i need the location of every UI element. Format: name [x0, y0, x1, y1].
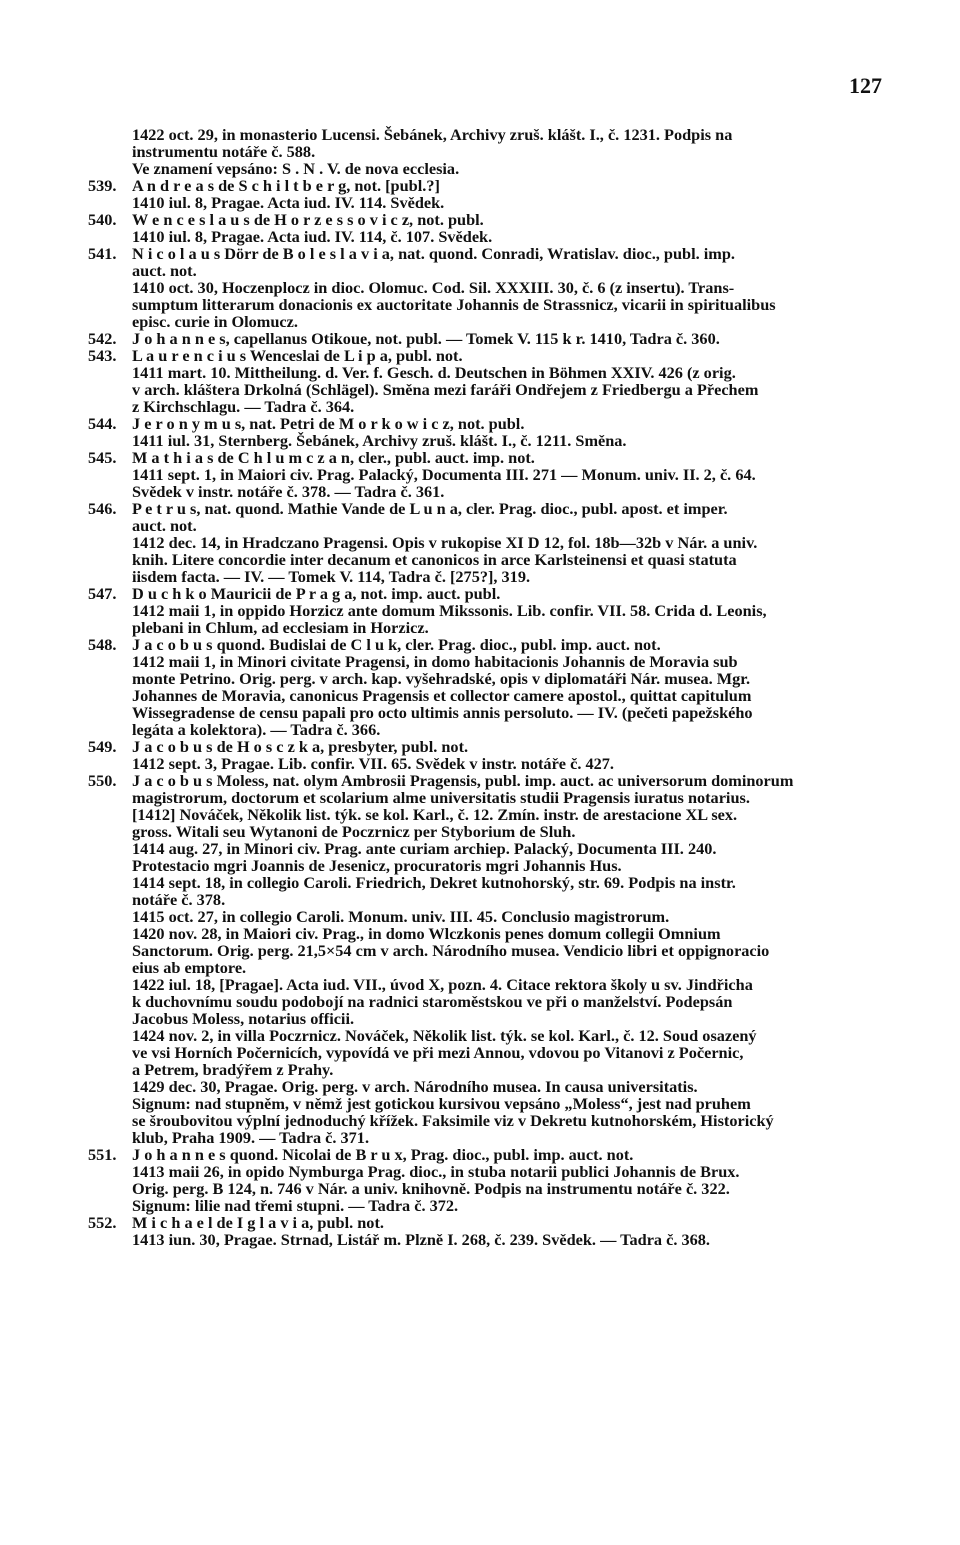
record-line: [104, 670, 890, 687]
record-line: [104, 364, 890, 381]
record-line: [104, 925, 890, 942]
record-line: [88, 448, 890, 467]
record-line-text: 1410 oct. 30, Hoczenplocz in dioc. Olomuc. Cod. Sil. XXXIII. 30, č. 6 (z insertu). Trans-: [132, 278, 735, 297]
record-line-text: M i c h a e l de I g l a v i a, publ. not.: [132, 1213, 384, 1232]
record-line-text: k duchovnímu soudu podobojí na radnici staroměstskou ve při o manželství. Podepsán: [132, 992, 733, 1011]
record-line: [104, 1044, 890, 1061]
record-line: [104, 1197, 890, 1214]
record-line-text: Sanctorum. Orig. perg. 21,5×54 cm v arch. Národního musea. Vendicio libri et oppignoracio: [132, 941, 770, 960]
record-line: [104, 1129, 890, 1146]
record-line-text: instrumentu notáře č. 588.: [132, 142, 316, 161]
record-line: [104, 959, 890, 976]
record-number: 547.: [88, 584, 117, 603]
record-line: [104, 313, 890, 330]
record-line: [104, 517, 890, 534]
record-line: [104, 891, 890, 908]
record-line: [104, 228, 890, 245]
record-line: [104, 1061, 890, 1078]
record-number: 544.: [88, 414, 117, 433]
record-line: [104, 653, 890, 670]
record-line-text: iisdem facta. — IV. — Tomek V. 114, Tadra č. [275?], 319.: [132, 567, 531, 586]
record-line-text: 1422 iul. 18, [Pragae]. Acta iud. VII., úvod X, pozn. 4. Citace rektora školy u sv. Jindřicha: [132, 975, 753, 994]
record-entry: [88, 1213, 890, 1249]
record-line-text: J o h a n n e s quond. Nicolai de B r u x, Prag. dioc., publ. imp. auct. not.: [132, 1145, 634, 1164]
record-line-text: klub, Praha 1909. — Tadra č. 371.: [132, 1128, 370, 1147]
record-line-text: Jacobus Moless, notarius officii.: [132, 1009, 355, 1028]
record-number: 546.: [88, 499, 117, 518]
record-line: [88, 414, 890, 433]
record-line: [104, 1095, 890, 1112]
record-line: [104, 143, 890, 160]
record-line-text: auct. not.: [132, 516, 197, 535]
record-line: [104, 568, 890, 585]
record-line-text: v arch. kláštera Drkolná (Schlägel). Směna mezi faráři Ondřejem z Friedbergu a Přechem: [132, 380, 759, 399]
record-line-text: gross. Witali seu Wytanoni de Poczrnicz per Styborium de Sluh.: [132, 822, 576, 841]
record-line-text: 1413 iun. 30, Pragae. Strnad, Listář m. Plzně I. 268, č. 239. Svědek. — Tadra č. 368.: [132, 1230, 710, 1249]
record-line-text: L a u r e n c i u s Wenceslai de L i p a, publ. not.: [132, 346, 463, 365]
record-line-text: legáta a kolektora). — Tadra č. 366.: [132, 720, 381, 739]
record-entry: [88, 414, 890, 450]
record-entry: [88, 584, 890, 637]
record-line: [88, 176, 890, 195]
record-line: [88, 210, 890, 229]
record-line: [88, 1145, 890, 1164]
record-line: [104, 1010, 890, 1027]
record-line: [104, 874, 890, 891]
record-line-text: plebani in Chlum, ad ecclesiam in Horzicz.: [132, 618, 429, 637]
record-line: [104, 755, 890, 772]
record-line: [104, 806, 890, 823]
record-line-text: J e r o n y m u s, nat. Petri de M o r k o w i c z, not. publ.: [132, 414, 525, 433]
record-line: [104, 296, 890, 313]
record-number: 552.: [88, 1213, 117, 1232]
record-line-text: 1412 maii 1, in Minori civitate Pragensi, in domo habitacionis Johannis de Moravia sub: [132, 652, 738, 671]
record-line: [104, 993, 890, 1010]
record-entry: [88, 329, 890, 348]
record-entry: [88, 771, 890, 1147]
record-line-text: 1412 sept. 3, Pragae. Lib. confir. VII. 65. Svědek v instr. notáře č. 427.: [132, 754, 614, 773]
record-line: [104, 534, 890, 551]
record-line: [104, 551, 890, 568]
record-line: [104, 126, 890, 143]
record-line-text: episc. curie in Olomucz.: [132, 312, 298, 331]
record-line-text: Ve znamení vepsáno: S . N . V. de nova ecclesia.: [132, 159, 460, 178]
record-line-text: magistrorum, doctorum et scolarium alme universitatis studii Pragensis iuratus notarius.: [132, 788, 750, 807]
record-line-text: ve vsi Horních Počernicích, vypovídá ve při mezi Annou, vdovou po Vitanovi z Počernic,: [132, 1043, 744, 1062]
record-number: 543.: [88, 346, 117, 365]
record-number: 539.: [88, 176, 117, 195]
record-line: [104, 381, 890, 398]
record-line: [88, 1213, 890, 1232]
record-line-text: Wissegradense de censu papali pro octo ultimis annis persoluto. — IV. (pečeti papežského: [132, 703, 753, 722]
record-line: [88, 737, 890, 756]
record-line: [88, 635, 890, 654]
document-body: [88, 125, 890, 1249]
record-entry: [88, 176, 890, 212]
record-line-text: 1424 nov. 2, in villa Poczrnicz. Nováček, Několik list. týk. se kol. Karl., č. 12. Soud osazený: [132, 1026, 757, 1045]
record-line-text: J a c o b u s quond. Budislai de C l u k, cler. Prag. dioc., publ. imp. auct. not.: [132, 635, 661, 654]
record-entry: [88, 448, 890, 501]
record-line: [104, 1163, 890, 1180]
record-line-text: se šroubovitou výplní jednoduchý křížek. Faksimile viz v Dekretu kutnohorském, Historický: [132, 1111, 774, 1130]
record-line-text: [1412] Nováček, Několik list. týk. se kol. Karl., č. 12. Zmín. instr. de arestacione XL sex.: [132, 805, 738, 824]
record-line-text: eius ab emptore.: [132, 958, 247, 977]
record-line-text: Svědek v instr. notáře č. 378. — Tadra č. 361.: [132, 482, 445, 501]
record-line: [104, 619, 890, 636]
record-number: 550.: [88, 771, 117, 790]
record-line: [104, 466, 890, 483]
record-line-text: 1422 oct. 29, in monasterio Lucensi. Šebánek, Archivy zruš. klášt. I., č. 1231. Podpis na: [132, 125, 733, 144]
record-line-text: Protestacio mgri Joannis de Jesenicz, procuratoris mgri Johannis Hus.: [132, 856, 622, 875]
record-line: [104, 483, 890, 500]
record-line-text: A n d r e a s de S c h i l t b e r g, not. [publ.?]: [132, 176, 440, 195]
record-line: [104, 1231, 890, 1248]
record-number: 551.: [88, 1145, 117, 1164]
record-line-text: M a t h i a s de C h l u m c z a n, cler., publ. auct. imp. not.: [132, 448, 535, 467]
record-line-text: Orig. perg. B 124, n. 746 v Nár. a univ. knihovně. Podpis na instrumentu notáře č. 322.: [132, 1179, 730, 1198]
record-number: 548.: [88, 635, 117, 654]
record-line-text: 1410 iul. 8, Pragae. Acta iud. IV. 114. Svědek.: [132, 193, 445, 212]
record-line: [88, 584, 890, 603]
record-line-text: Johannes de Moravia, canonicus Pragensis et collector camere apostol., quittat capitulum: [132, 686, 752, 705]
record-line-text: J o h a n n e s, capellanus Otikoue, not. publ. — Tomek V. 115 k r. 1410, Tadra č. 360.: [132, 329, 720, 348]
record-line: [104, 1078, 890, 1095]
record-line-text: 1413 maii 26, in opido Nymburga Prag. dioc., in stuba notarii publici Johannis de Brux.: [132, 1162, 740, 1181]
record-number: 545.: [88, 448, 117, 467]
record-line-text: W e n c e s l a u s de H o r z e s s o v i c z, not. publ.: [132, 210, 484, 229]
record-line: [104, 1112, 890, 1129]
record-line: [104, 704, 890, 721]
record-line-text: Signum: nad stupněm, v němž jest gotickou kursivou vepsáno „Moless“, jest nad pruhem: [132, 1094, 751, 1113]
record-line-text: J a c o b u s de H o s c z k a, presbyter, publ. not.: [132, 737, 469, 756]
record-number: 541.: [88, 244, 117, 263]
record-line-text: 1412 dec. 14, in Hradczano Pragensi. Opis v rukopise XI D 12, fol. 18b—32b v Nár. a univ.: [132, 533, 758, 552]
record-line: [104, 398, 890, 415]
record-line: [104, 942, 890, 959]
record-line-text: 1415 oct. 27, in collegio Caroli. Monum. univ. III. 45. Conclusio magistrorum.: [132, 907, 670, 926]
record-line: [104, 1180, 890, 1197]
record-entry: [88, 244, 890, 331]
record-line-text: a Petrem, bradýřem z Prahy.: [132, 1060, 334, 1079]
record-line: [104, 194, 890, 211]
record-line: [104, 908, 890, 925]
record-line-text: 1414 aug. 27, in Minori civ. Prag. ante curiam archiep. Palacký, Documenta III. 240.: [132, 839, 717, 858]
record-line-text: D u c h k o Mauricii de P r a g a, not. imp. auct. publ.: [132, 584, 501, 603]
record-line: [104, 1027, 890, 1044]
record-line-text: auct. not.: [132, 261, 197, 280]
record-line: [104, 721, 890, 738]
record-entry: [104, 126, 890, 177]
record-line-text: knih. Litere concordie inter decanum et canonicos in arce Karlsteinensi et quasi statuta: [132, 550, 737, 569]
record-line-text: Signum: lilie nad třemi stupni. — Tadra č. 372.: [132, 1196, 459, 1215]
record-line-text: notáře č. 378.: [132, 890, 226, 909]
record-line: [104, 279, 890, 296]
record-line: [104, 840, 890, 857]
record-line-text: 1429 dec. 30, Pragae. Orig. perg. v arch. Národního musea. In causa universitatis.: [132, 1077, 698, 1096]
record-line: [88, 244, 890, 263]
record-line: [104, 602, 890, 619]
record-line: [88, 329, 890, 348]
record-line-text: J a c o b u s Moless, nat. olym Ambrosii Pragensis, publ. imp. auct. ac universorum dominorum: [132, 771, 794, 790]
record-line-text: 1410 iul. 8, Pragae. Acta iud. IV. 114, č. 107. Svědek.: [132, 227, 493, 246]
record-line-text: monte Petrino. Orig. perg. v arch. kap. vyšehradské, opis v diplomatáři Nár. musea. Mgr.: [132, 669, 751, 688]
record-line: [104, 262, 890, 279]
record-line: [104, 823, 890, 840]
record-entry: [88, 737, 890, 773]
record-line: [104, 432, 890, 449]
record-line-text: 1412 maii 1, in oppido Horzicz ante domum Mikssonis. Lib. confir. VII. 58. Crida d. Leonis,: [132, 601, 767, 620]
record-line: [104, 857, 890, 874]
record-line: [104, 687, 890, 704]
record-entry: [88, 635, 890, 739]
record-entry: [88, 346, 890, 416]
record-entry: [88, 499, 890, 586]
record-number: 549.: [88, 737, 117, 756]
record-number: 542.: [88, 329, 117, 348]
record-line: [104, 976, 890, 993]
record-entry: [88, 210, 890, 246]
record-line-text: sumptum litterarum donacionis ex auctoritate Johannis de Strassnicz, vicarii in spiritualibus: [132, 295, 776, 314]
record-line: [88, 346, 890, 365]
record-line-text: z Kirchschlagu. — Tadra č. 364.: [132, 397, 355, 416]
record-line: [104, 160, 890, 177]
record-line-text: 1411 sept. 1, in Maiori civ. Prag. Palacký, Documenta III. 271 — Monum. univ. II. 2, č. 64.: [132, 465, 756, 484]
record-line: [104, 789, 890, 806]
record-line-text: 1420 nov. 28, in Maiori civ. Prag., in domo Wlczkonis penes domum collegii Omnium: [132, 924, 721, 943]
record-line-text: 1414 sept. 18, in collegio Caroli. Friedrich, Dekret kutnohorský, str. 69. Podpis na instr.: [132, 873, 736, 892]
record-line: [88, 499, 890, 518]
record-line-text: P e t r u s, nat. quond. Mathie Vande de L u n a, cler. Prag. dioc., publ. apost. et imper.: [132, 499, 728, 518]
record-line-text: N i c o l a u s Dörr de B o l e s l a v i a, nat. quond. Conradi, Wratislav. dioc., publ. imp.: [132, 244, 735, 263]
record-entry: [88, 1145, 890, 1215]
record-number: 540.: [88, 210, 117, 229]
page-number: 127: [849, 73, 882, 98]
record-line-text: 1411 mart. 10. Mittheilung. d. Ver. f. Gesch. d. Deutschen in Böhmen XXIV. 426 (z orig.: [132, 363, 736, 382]
record-line: [88, 771, 890, 790]
record-line-text: 1411 iul. 31, Sternberg. Šebánek, Archivy zruš. klášt. I., č. 1211. Směna.: [132, 431, 627, 450]
